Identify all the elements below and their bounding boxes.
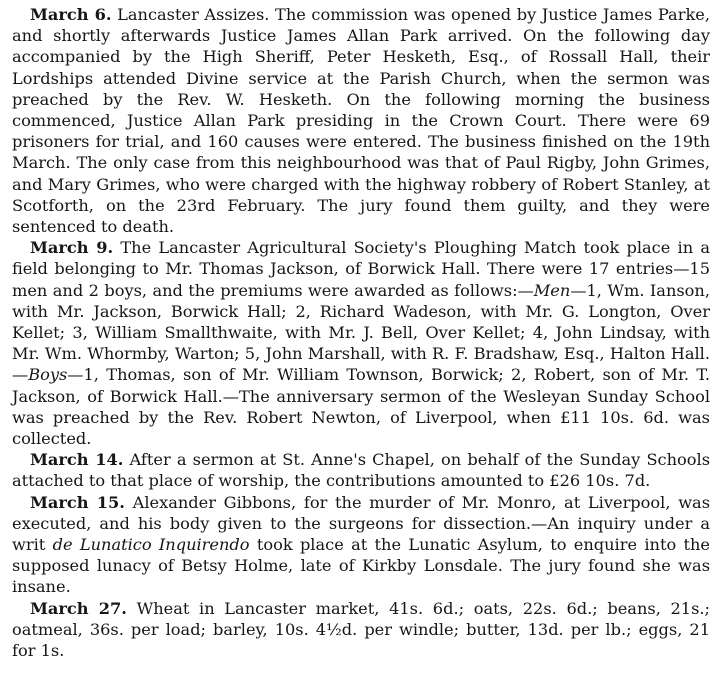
entry-text: Alexander Gibbons, for the murder of Mr. Monro, at Liverpool, was executed, and his body given to the surgeons for dissection.—An inquiry under a writ — [12, 492, 711, 555]
entry-march-27 — [12, 598, 710, 662]
latin-phrase: de Lunatico Inquirendo — [52, 535, 250, 555]
entry-text: —1, Thomas, son of Mr. William Townson, Borwick; 2, Robert, son of Mr. T. Jackson, of Borwick Hall.—The anniversary sermon of the Wesleyan Sunday School was preached by the Rev. Robert Newton, of Liverpool, when £11 10s. 6d. was collected. — [12, 365, 710, 449]
entry-text: Wheat in Lancaster market, 41s. 6d.; oats, 22s. 6d.; beans, 21s.; oatmeal, 36s. per load; barley, 10s. 4½d. per windle; butter, 13d. per lb.; eggs, 21 for 1s. — [12, 598, 711, 661]
entry-date: March 15. — [30, 492, 125, 512]
entry-date: March 9. — [30, 238, 114, 258]
entry-march-9 — [12, 237, 710, 449]
entry-text: After a sermon at St. Anne's Chapel, on behalf of the Sunday Schools attached to that place of worship, the contributions amounted to £26 10s. 7d. — [12, 450, 710, 491]
entry-text: The Lancaster Agricultural Society's Ploughing Match took place in a field belonging to Mr. Thomas Jackson, of Borwick Hall. There were 17 entries—15 men and 2 boys, and the premiums were awarded as follows:— — [12, 238, 710, 300]
entry-date: March 27. — [30, 598, 127, 618]
entry-march-14 — [12, 449, 710, 491]
entry-text: Lancaster Assizes. The commission was opened by Justice James Parke, and shortly afterwards Justice James Allan Park arrived. On the following day accompanied by the High Sheriff, Peter Hesketh, Esq., of Rossall Hall, their Lordships attended Divine service at the Parish Church, when the sermon was preached by the Rev. W. Hesketh. On the following morning the business commenced, Justice Allan Park presiding in the Crown Court. There were 69 prisoners for trial, and 160 causes were entered. The business finished on the 19th March. The only case from this neighbourhood was that of Paul Rigby, John Grimes, and Mary Grimes, who were charged with the highway robbery of Robert Stanley, at Scotforth, on the 23rd February. The jury found them guilty, and they were sentenced to death. — [12, 5, 710, 237]
entry-march-15 — [12, 492, 710, 598]
men-label: Men — [533, 280, 571, 300]
entry-march-6 — [12, 4, 710, 237]
entry-date: March 6. — [30, 5, 112, 24]
entry-date: March 14. — [30, 450, 124, 470]
boys-label: Boys — [28, 365, 68, 385]
entry-text: took place at the Lunatic Asylum, to enquire into the supposed lunacy of Betsy Holme, late of Kirkby Lonsdale. The jury found she was insane. — [12, 535, 711, 597]
entry-text: —1, Wm. Ianson, with Mr. Jackson, Borwick Hall; 2, Richard Wadeson, with Mr. G. Longton, Over Kellet; 3, William Smallthwaite, with Mr. J. Bell, Over Kellet; 4, John Lindsay, with Mr. Wm. Whormby, Warton; 5, John Marshall, with R. F. Bradshaw, Esq., Halton Hall.— — [12, 280, 710, 385]
